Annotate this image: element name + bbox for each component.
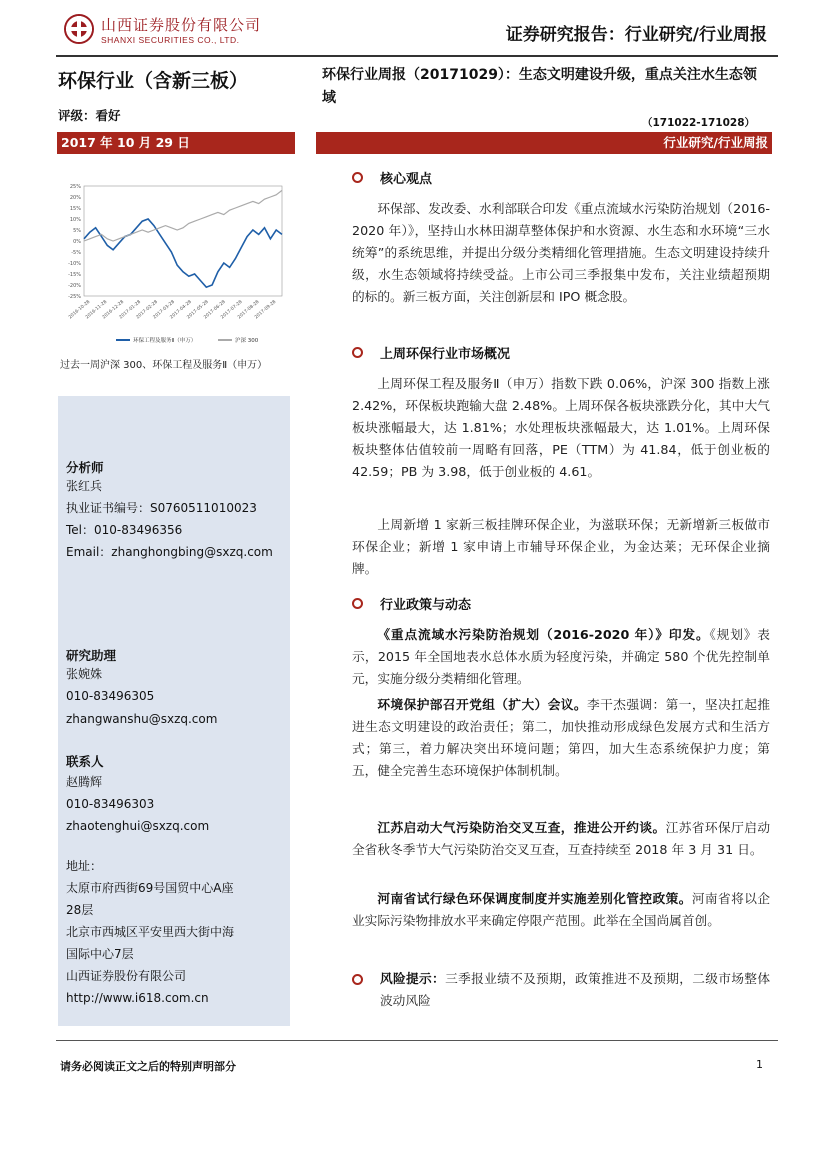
assistant-tel: 010-83496305	[66, 689, 155, 703]
y-tick-label: 10%	[69, 217, 81, 223]
index-performance-chart	[58, 178, 290, 348]
x-tick-label: 2017-01-28	[118, 299, 143, 321]
header-divider	[56, 55, 778, 57]
address-beijing: 北京市西城区平安里西大街中海	[66, 925, 235, 939]
y-tick-label: 20%	[69, 195, 81, 201]
policy-item-1	[352, 624, 770, 690]
x-tick-label: 2017-05-28	[186, 299, 210, 321]
x-tick-label: 2017-02-28	[135, 299, 159, 321]
policy-item-3-headline: 江苏启动大气污染防治交叉互查，推进公开约谈。	[377, 820, 666, 835]
assistant-heading: 研究助理	[66, 648, 117, 663]
market-paragraph-1: 上周环保工程及服务Ⅱ（申万）指数下跌 0.06%，沪深 300 指数上涨 2.42%，环保板块跑输大盘 2.48%。上周环保各板块涨跌分化，其中大气板块涨幅最大，达 1.81%；水处理板块涨幅最大，达 1.01%。上周环保板块整体估值较前一周略有回落，PE（TTM）为 41.84，低于创业板的 42.59；PB 为 3.98，低于创业板的 4.61。	[352, 376, 770, 479]
policy-item-4-text: 河南省将以企业实际污染物排放水平来确定停限产范围。此举在全国尚属首创。	[352, 891, 771, 928]
address-taiyuan: 太原市府西街69号国贸中心A座	[66, 881, 234, 895]
market-paragraph-2: 上周新增 1 家新三板挂牌环保企业，为滋联环保；无新增新三板做市环保企业；新增 1 家申请上市辅导环保企业，为金达莱；无环保企业摘牌。	[352, 517, 770, 576]
contact-email[interactable]: zhaotenghui@sxzq.com	[66, 819, 210, 833]
section-market-title: 上周环保行业市场概况	[380, 347, 511, 362]
company-logo-icon	[64, 14, 94, 44]
company-name-cn: 山西证券股份有限公司	[101, 16, 262, 34]
company-website-link[interactable]: http://www.i618.com.cn	[66, 991, 209, 1005]
section-bullet-icon	[352, 172, 363, 183]
y-tick-label: -5%	[71, 250, 81, 256]
y-tick-label: 25%	[69, 184, 81, 190]
y-tick-label: -25%	[68, 294, 81, 300]
footer-divider	[56, 1040, 778, 1041]
assistant-email[interactable]: zhangwanshu@sxzq.com	[66, 712, 218, 726]
contact-sidebar	[58, 396, 290, 1026]
footer-disclaimer: 请务必阅读正文之后的特别声明部分	[60, 1060, 236, 1073]
section-bullet-icon	[352, 974, 363, 985]
x-tick-label: 2016-11-28	[84, 299, 109, 321]
core-views-paragraph: 环保部、发改委、水利部联合印发《重点流域水污染防治规划（2016-2020 年）》，坚持山水林田湖草整体保护和水资源、水生态和水环境“三水统筹”的系统思维，并提出分级分类精细化管理措施。生态文明建设持续升级，水生态领域将持续受益。上市公司三季报集中发布，关注业绩超预期的标的。新三板方面，关注创新层和 IPO 概念股。	[352, 201, 770, 304]
legend-label: 沪深 300	[235, 338, 259, 344]
analyst-tel: Tel：010-83496356	[66, 523, 183, 537]
page-number: 1	[756, 1058, 763, 1071]
address-taiyuan-floor: 28层	[66, 903, 94, 917]
contact-heading: 联系人	[66, 754, 104, 769]
section-policy-title: 行业政策与动态	[380, 598, 472, 613]
date-bar: 2017 年 10 月 29 日	[57, 132, 295, 154]
policy-item-2-text: 李干杰强调：第一，坚决扛起推进生态文明建设的政治责任；第二，加快推动形成绿色发展方式和生活方式；第三，着力解决突出环境问题；第四，加大生态系统保护力度；第五，健全完善生态环境保护体制机制。	[352, 697, 771, 778]
policy-item-1-headline: 《重点流域水污染防治规划（2016-2020 年）》印发。	[377, 627, 710, 642]
policy-item-4	[352, 888, 770, 932]
risk-warning	[380, 968, 770, 1012]
chart-caption: 过去一周沪深 300、环保工程及服务Ⅱ（申万）	[60, 360, 268, 371]
y-tick-label: 0%	[73, 239, 81, 245]
policy-item-2-headline: 环境保护部召开党组（扩大）会议。	[377, 697, 588, 712]
report-title: 环保行业周报（20171029）：生态文明建设升级，重点关注水生态领域	[322, 67, 757, 106]
policy-item-3-text: 江苏省环保厅启动全省秋冬季节大气污染防治交叉互查，互查持续至 2018 年 3 月 31 日。	[352, 820, 771, 857]
category-bar: 行业研究/行业周报	[316, 132, 772, 154]
analyst-name: 张红兵	[66, 479, 103, 493]
x-tick-label: 2016-10-28	[68, 299, 92, 321]
address-beijing-floor: 国际中心7层	[66, 947, 134, 961]
section-bullet-icon	[352, 598, 363, 609]
contact-tel: 010-83496303	[66, 797, 155, 811]
risk-label: 风险提示：	[380, 971, 446, 986]
x-tick-label: 2017-06-28	[203, 299, 227, 321]
policy-item-1-text: 《规划》表示，2015 年全国地表水总体水质为轻度污染，并确定 580 个优先控制单元，实施分级分类精细化管理。	[352, 627, 770, 686]
series-line-hs300	[84, 190, 282, 241]
section-bullet-icon	[352, 347, 363, 358]
company-name-en: SHANXI SECURITIES CO., LTD.	[101, 35, 240, 45]
risk-text: 三季报业绩不及预期，政策推进不及预期，二级市场整体波动风险	[380, 971, 771, 1008]
contact-name: 赵腾辉	[66, 775, 103, 789]
industry-name: 环保行业（含新三板）	[58, 70, 249, 92]
report-period: （171022-171028）	[641, 117, 755, 129]
x-tick-label: 2017-08-28	[237, 299, 261, 321]
section-core-views-title: 核心观点	[380, 172, 433, 187]
policy-item-3	[352, 817, 770, 861]
address-label: 地址：	[66, 859, 103, 873]
x-tick-label: 2017-09-28	[254, 299, 278, 321]
assistant-name: 张婉姝	[66, 667, 103, 681]
address-company: 山西证券股份有限公司	[66, 969, 187, 983]
y-tick-label: -10%	[68, 261, 81, 267]
analyst-heading: 分析师	[66, 460, 104, 475]
y-tick-label: 5%	[73, 228, 81, 234]
y-tick-label: 15%	[69, 206, 81, 212]
x-tick-label: 2017-04-28	[169, 299, 193, 321]
x-tick-label: 2017-07-28	[220, 299, 244, 321]
policy-item-4-headline: 河南省试行绿色环保调度制度并实施差别化管控政策。	[377, 891, 692, 906]
legend-label: 环保工程及服务Ⅱ（申万）	[133, 338, 197, 344]
policy-item-2	[352, 694, 770, 782]
analyst-email[interactable]: Email：zhanghongbing@sxzq.com	[66, 545, 273, 559]
x-tick-label: 2016-12-28	[101, 299, 126, 321]
rating: 评级：看好	[58, 108, 121, 123]
y-tick-label: -15%	[68, 272, 81, 278]
report-type: 证券研究报告：行业研究/行业周报	[505, 25, 767, 45]
y-tick-label: -20%	[68, 283, 81, 289]
analyst-cert: 执业证书编号：S0760511010023	[66, 501, 257, 515]
x-tick-label: 2017-03-28	[152, 299, 176, 321]
series-line-env-engineering	[84, 219, 282, 287]
